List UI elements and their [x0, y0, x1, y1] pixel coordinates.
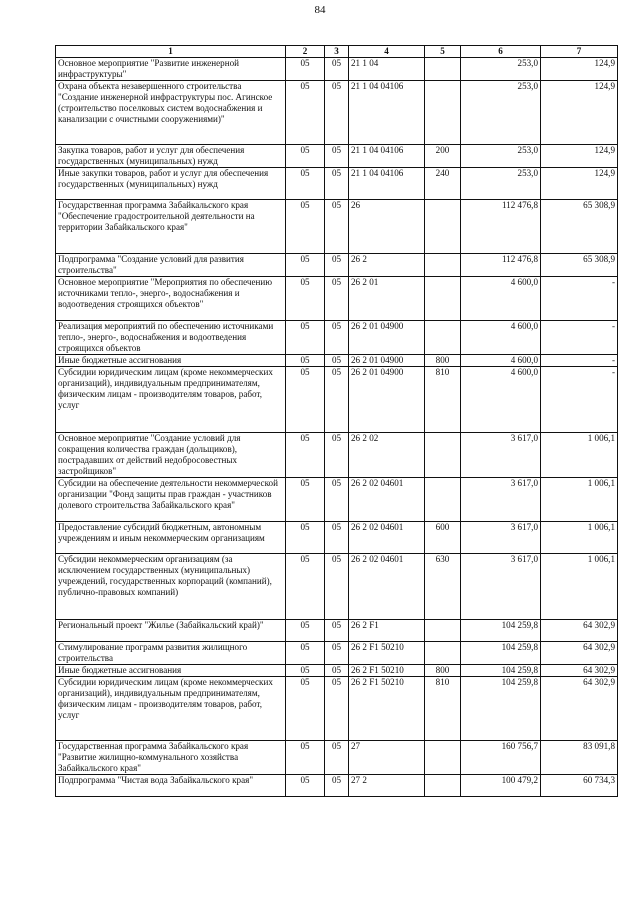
row-expense-type-code [425, 81, 461, 145]
row-name-cell: Предоставление субсидий бюджетным, автономным учреждениям и иным некоммерческим организациям [56, 522, 286, 554]
row-target-article-code: 26 2 [349, 254, 425, 277]
row-amount-col6: 253,0 [461, 58, 541, 81]
row-target-article-code: 26 2 01 04900 [349, 355, 425, 367]
row-amount-col6: 4 600,0 [461, 277, 541, 321]
header-col-7: 7 [541, 46, 618, 58]
row-amount-col7: 1 006,1 [541, 522, 618, 554]
row-name-cell: Подпрограмма "Чистая вода Забайкальского края" [56, 775, 286, 797]
row-target-article-code: 26 2 01 [349, 277, 425, 321]
row-amount-col6: 160 756,7 [461, 741, 541, 775]
row-subsection-code: 05 [325, 355, 349, 367]
row-section-code: 05 [286, 665, 325, 677]
row-subsection-code: 05 [325, 433, 349, 478]
table-row [56, 665, 618, 677]
row-section-code: 05 [286, 200, 325, 254]
table-row [56, 254, 618, 277]
row-amount-col7: 65 308,9 [541, 200, 618, 254]
table-row [56, 620, 618, 642]
row-amount-col6: 104 259,8 [461, 677, 541, 741]
row-amount-col7: 65 308,9 [541, 254, 618, 277]
row-subsection-code: 05 [325, 200, 349, 254]
row-name-cell: Субсидии юридическим лицам (кроме некоммерческих организаций), индивидуальным предпринимателям, физическим лицам - производителям товаров, работ, услуг [56, 677, 286, 741]
header-col-1: 1 [56, 46, 286, 58]
table-row [56, 168, 618, 200]
row-section-code: 05 [286, 321, 325, 355]
row-expense-type-code [425, 200, 461, 254]
row-expense-type-code [425, 642, 461, 665]
row-target-article-code: 27 [349, 741, 425, 775]
row-section-code: 05 [286, 478, 325, 522]
row-target-article-code: 26 2 F1 50210 [349, 677, 425, 741]
row-target-article-code: 26 2 01 04900 [349, 367, 425, 433]
row-amount-col6: 104 259,8 [461, 665, 541, 677]
row-target-article-code: 26 2 01 04900 [349, 321, 425, 355]
row-target-article-code: 21 1 04 04106 [349, 168, 425, 200]
row-amount-col6: 4 600,0 [461, 367, 541, 433]
row-section-code: 05 [286, 81, 325, 145]
row-name-cell: Государственная программа Забайкальского края "Развитие жилищно-коммунального хозяйства Забайкальского края" [56, 741, 286, 775]
row-expense-type-code [425, 741, 461, 775]
row-target-article-code: 26 2 02 04601 [349, 554, 425, 620]
row-subsection-code: 05 [325, 677, 349, 741]
header-col-3: 3 [325, 46, 349, 58]
header-col-6: 6 [461, 46, 541, 58]
row-target-article-code: 26 2 F1 [349, 620, 425, 642]
table-row [56, 355, 618, 367]
row-amount-col6: 253,0 [461, 81, 541, 145]
row-section-code: 05 [286, 677, 325, 741]
row-amount-col7: - [541, 321, 618, 355]
row-expense-type-code: 200 [425, 145, 461, 168]
row-section-code: 05 [286, 367, 325, 433]
row-section-code: 05 [286, 168, 325, 200]
row-subsection-code: 05 [325, 168, 349, 200]
table-row [56, 478, 618, 522]
row-amount-col7: 1 006,1 [541, 433, 618, 478]
row-section-code: 05 [286, 355, 325, 367]
table-row [56, 741, 618, 775]
row-amount-col6: 4 600,0 [461, 355, 541, 367]
row-target-article-code: 21 1 04 [349, 58, 425, 81]
row-amount-col6: 100 479,2 [461, 775, 541, 797]
row-name-cell: Иные бюджетные ассигнования [56, 355, 286, 367]
table-row [56, 642, 618, 665]
row-amount-col6: 3 617,0 [461, 522, 541, 554]
row-section-code: 05 [286, 741, 325, 775]
table-header-row [56, 46, 618, 58]
row-name-cell: Субсидии на обеспечение деятельности некоммерческой организации "Фонд защиты прав граждан - участников долевого строительства Забайкальского края" [56, 478, 286, 522]
row-target-article-code: 26 2 F1 50210 [349, 665, 425, 677]
table-row [56, 321, 618, 355]
budget-table [55, 45, 618, 797]
row-name-cell: Основное мероприятие "Создание условий для сокращения количества граждан (дольщиков), пострадавших от действий недобросовестных застройщиков" [56, 433, 286, 478]
row-amount-col7: - [541, 367, 618, 433]
row-amount-col6: 3 617,0 [461, 478, 541, 522]
row-amount-col6: 112 476,8 [461, 200, 541, 254]
row-name-cell: Субсидии некоммерческим организациям (за исключением государственных (муниципальных) учреждений, государственных корпораций (компаний), публично-правовых компаний) [56, 554, 286, 620]
row-section-code: 05 [286, 620, 325, 642]
row-expense-type-code [425, 321, 461, 355]
row-name-cell: Подпрограмма "Создание условий для развития строительства" [56, 254, 286, 277]
row-section-code: 05 [286, 58, 325, 81]
row-name-cell: Иные закупки товаров, работ и услуг для обеспечения государственных (муниципальных) нужд [56, 168, 286, 200]
row-subsection-code: 05 [325, 741, 349, 775]
row-amount-col6: 104 259,8 [461, 620, 541, 642]
row-target-article-code: 26 2 02 [349, 433, 425, 478]
row-name-cell: Иные бюджетные ассигнования [56, 665, 286, 677]
row-amount-col7: 83 091,8 [541, 741, 618, 775]
row-amount-col7: - [541, 355, 618, 367]
row-subsection-code: 05 [325, 478, 349, 522]
table-row [56, 522, 618, 554]
row-subsection-code: 05 [325, 321, 349, 355]
row-expense-type-code [425, 433, 461, 478]
row-target-article-code: 26 2 F1 50210 [349, 642, 425, 665]
row-section-code: 05 [286, 642, 325, 665]
row-subsection-code: 05 [325, 58, 349, 81]
row-amount-col7: 64 302,9 [541, 642, 618, 665]
row-expense-type-code: 800 [425, 665, 461, 677]
row-amount-col6: 112 476,8 [461, 254, 541, 277]
row-expense-type-code [425, 775, 461, 797]
table-row [56, 775, 618, 797]
row-amount-col7: 124,9 [541, 81, 618, 145]
row-expense-type-code [425, 58, 461, 81]
row-section-code: 05 [286, 254, 325, 277]
table-row [56, 81, 618, 145]
row-amount-col6: 104 259,8 [461, 642, 541, 665]
row-amount-col7: 124,9 [541, 145, 618, 168]
row-name-cell: Стимулирование программ развития жилищного строительства [56, 642, 286, 665]
row-expense-type-code: 810 [425, 367, 461, 433]
row-amount-col6: 253,0 [461, 145, 541, 168]
row-amount-col7: 124,9 [541, 58, 618, 81]
row-target-article-code: 21 1 04 04106 [349, 81, 425, 145]
table-row [56, 277, 618, 321]
row-amount-col7: 1 006,1 [541, 554, 618, 620]
table-row [56, 433, 618, 478]
row-target-article-code: 26 2 02 04601 [349, 522, 425, 554]
row-section-code: 05 [286, 433, 325, 478]
row-section-code: 05 [286, 522, 325, 554]
row-expense-type-code [425, 620, 461, 642]
row-subsection-code: 05 [325, 665, 349, 677]
row-amount-col7: 64 302,9 [541, 677, 618, 741]
row-name-cell: Реализация мероприятий по обеспечению источниками тепло-, энерго-, водоснабжения и водоотведения строящихся объектов [56, 321, 286, 355]
row-amount-col7: 64 302,9 [541, 665, 618, 677]
table-row [56, 200, 618, 254]
row-expense-type-code: 240 [425, 168, 461, 200]
row-amount-col7: 60 734,3 [541, 775, 618, 797]
row-name-cell: Охрана объекта незавершенного строительства "Создание инженерной инфраструктуры пос. Агинское (строительство поселковых систем водоснабжения и канализации с очистными сооружениями)" [56, 81, 286, 145]
table-row [56, 677, 618, 741]
row-expense-type-code: 630 [425, 554, 461, 620]
row-subsection-code: 05 [325, 367, 349, 433]
row-section-code: 05 [286, 145, 325, 168]
table-row [56, 58, 618, 81]
row-section-code: 05 [286, 554, 325, 620]
row-subsection-code: 05 [325, 522, 349, 554]
row-subsection-code: 05 [325, 277, 349, 321]
row-subsection-code: 05 [325, 642, 349, 665]
row-amount-col7: - [541, 277, 618, 321]
row-subsection-code: 05 [325, 145, 349, 168]
row-amount-col7: 124,9 [541, 168, 618, 200]
row-target-article-code: 27 2 [349, 775, 425, 797]
row-amount-col6: 4 600,0 [461, 321, 541, 355]
row-subsection-code: 05 [325, 254, 349, 277]
row-name-cell: Основное мероприятие "Развитие инженерной инфраструктуры" [56, 58, 286, 81]
row-amount-col7: 64 302,9 [541, 620, 618, 642]
table-row [56, 554, 618, 620]
row-name-cell: Закупка товаров, работ и услуг для обеспечения государственных (муниципальных) нужд [56, 145, 286, 168]
table-row [56, 367, 618, 433]
table-body [56, 58, 618, 797]
row-expense-type-code: 810 [425, 677, 461, 741]
row-amount-col7: 1 006,1 [541, 478, 618, 522]
row-expense-type-code [425, 254, 461, 277]
row-section-code: 05 [286, 775, 325, 797]
header-col-2: 2 [286, 46, 325, 58]
row-section-code: 05 [286, 277, 325, 321]
row-expense-type-code: 600 [425, 522, 461, 554]
row-target-article-code: 21 1 04 04106 [349, 145, 425, 168]
row-target-article-code: 26 2 02 04601 [349, 478, 425, 522]
row-name-cell: Государственная программа Забайкальского края "Обеспечение градостроительной деятельности на территории Забайкальского края" [56, 200, 286, 254]
row-subsection-code: 05 [325, 620, 349, 642]
row-expense-type-code: 800 [425, 355, 461, 367]
row-amount-col6: 3 617,0 [461, 554, 541, 620]
row-expense-type-code [425, 277, 461, 321]
row-name-cell: Субсидии юридическим лицам (кроме некоммерческих организаций), индивидуальным предпринимателям, физическим лицам - производителям товаров, работ, услуг [56, 367, 286, 433]
row-name-cell: Региональный проект "Жилье (Забайкальский край)" [56, 620, 286, 642]
row-amount-col6: 3 617,0 [461, 433, 541, 478]
header-col-5: 5 [425, 46, 461, 58]
row-name-cell: Основное мероприятие "Мероприятия по обеспечению источниками тепло-, энерго-, водоснабжения и водоотведения строящихся объектов" [56, 277, 286, 321]
header-col-4: 4 [349, 46, 425, 58]
row-subsection-code: 05 [325, 81, 349, 145]
row-expense-type-code [425, 478, 461, 522]
row-amount-col6: 253,0 [461, 168, 541, 200]
row-subsection-code: 05 [325, 554, 349, 620]
page-number: 84 [314, 4, 326, 16]
table-row [56, 145, 618, 168]
row-target-article-code: 26 [349, 200, 425, 254]
row-subsection-code: 05 [325, 775, 349, 797]
